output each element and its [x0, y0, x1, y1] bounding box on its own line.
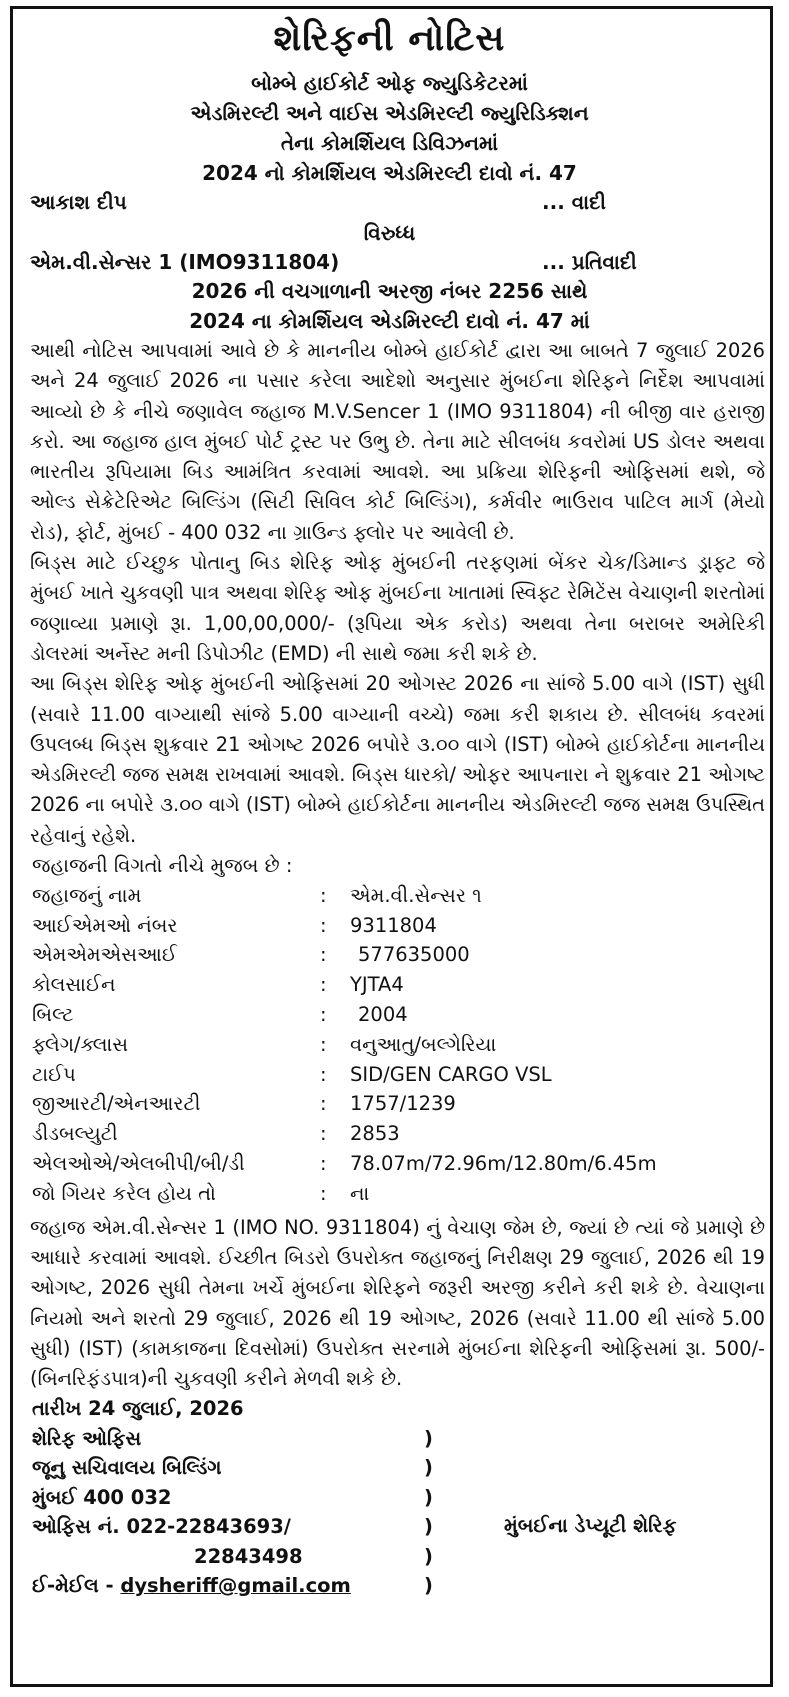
- detail-colon: :: [320, 1092, 327, 1116]
- detail-row-dimensions: [32, 1149, 757, 1179]
- detail-row-built: [32, 1000, 757, 1030]
- detail-colon: :: [320, 1122, 327, 1146]
- detail-label: ટાઈપ: [32, 1062, 76, 1086]
- plaintiff-role: ... વાદી: [542, 190, 607, 214]
- notice-paragraph-2: બિડ્સ માટે ઈચ્છુક પોતાનુ બિડ શેરિફ ઓફ મુંબઈની તરફણમાં બેંકર ચેક/ડિમાન્ડ ડ્રાફ્ટ જે મુંબઈ ખાતે ચુકવણી પાત્ર અથવા શેરિફ ઓફ મુંબઈના ખાતામાં સ્વિફ્ટ રેમિટેંસ વેચાણની શરતોમાં જણાવ્યા પ્રમાણે રૂા. 1,00,00,000/- (રૂપિયા એક કરોડ) અથવા તેના બરાબર અમેરિકી ડોલરમાં અર્નેસ્ટ મની ડિપોઝીટ (EMD) ની સાથે જમા કરી શકે છે.: [30, 551, 765, 665]
- office-line-3: [32, 1483, 757, 1513]
- detail-label: આઈએમઓ નંબર: [32, 913, 178, 937]
- office-line-2: [32, 1453, 757, 1483]
- office-building: જૂનુ સચિવાલય બિલ્ડિંગ: [32, 1456, 222, 1480]
- defendant-row: [22, 248, 757, 276]
- detail-colon: :: [320, 943, 327, 967]
- detail-colon: :: [320, 1062, 327, 1086]
- vessel-details: [32, 851, 757, 1209]
- detail-row-type: [32, 1060, 757, 1090]
- detail-row-name: [32, 881, 757, 911]
- defendant-role: ... પ્રતિવાદી: [542, 250, 637, 274]
- detail-value: 2004: [358, 1003, 408, 1027]
- detail-value: YJTA4: [350, 973, 404, 997]
- detail-row-geared: [32, 1179, 757, 1209]
- office-line-5: [32, 1542, 757, 1572]
- plaintiff-name: આકાશ દીપ: [30, 190, 127, 214]
- detail-row-flag-class: [32, 1030, 757, 1060]
- office-name: શેરિફ ઓફિસ: [32, 1426, 142, 1450]
- details-heading: જહાજની વિગતો નીચે મુજબ છે :: [32, 854, 293, 878]
- court-line-2: એડમિરલ્ટી અને વાઈસ એડમિરલ્ટી જ્યુરિડિક્શન: [190, 101, 589, 125]
- office-city: મુંબઈ 400 032: [32, 1485, 172, 1509]
- notice-paragraph-1: આથી નોટિસ આપવામાં આવે છે કે માનનીય બોમ્બે હાઈકોર્ટ દ્વારા આ બાબતે 7 જુલાઈ 2026 અને 24 જુલાઈ 2026 ના પસાર કરેલા આદેશો અનુસાર મુંબઈના શેરિફને નિર્દેશ આપવામાં આવ્યો છે કે નીચે જણાવેલ જહાજ M.V.Sencer 1 (IMO 9311804) ની બીજી વાર હરાજી કરો. આ જહાજ હાલ મુંબઈ પોર્ટ ટ્રસ્ટ પર ઉભુ છે. તેના માટે સીલબંધ કવરોમાં US ડોલર અથવા ભારતીય રૂપિયામા બિડ આમંત્રિત કરવામાં આવશે. આ પ્રક્રિયા શેરિફની ઓફિસમાં થશે, જે ઓલ્ડ સેક્રેટેરિએટ બિલ્ડિંગ (સિટી સિવિલ કોર્ટ બિલ્ડિંગ), કર્મવીર ભાઉરાવ પાટિલ માર્ગ (મેયો રોડ), ફોર્ટ, મુંબઈ - 400 032 ના ગ્રાઉન્ડ ફ્લોર પર આવેલી છે.: [30, 339, 765, 544]
- paren: ): [424, 1456, 433, 1480]
- detail-row-callsign: [32, 970, 757, 1000]
- notice-content: [22, 14, 765, 1601]
- detail-colon: :: [320, 1003, 327, 1027]
- office-line-email: [32, 1571, 757, 1601]
- detail-value: ના: [350, 1181, 370, 1205]
- detail-row-dwt: [32, 1119, 757, 1149]
- detail-label: કોલસાઈન: [32, 973, 116, 997]
- paren: ): [424, 1515, 433, 1539]
- detail-label: જહાજનું નામ: [32, 883, 142, 907]
- detail-row-mmsi: [32, 940, 757, 970]
- email-label: ઈ-મેઈલ -: [32, 1574, 121, 1598]
- detail-value: 1757/1239: [350, 1092, 456, 1116]
- detail-value: 577635000: [358, 943, 470, 967]
- footer-date: તારીખ 24 જુલાઈ, 2026: [32, 1397, 244, 1421]
- detail-value: 9311804: [350, 913, 437, 937]
- detail-row-imo: [32, 911, 757, 941]
- office-phone-alt: 22843498: [194, 1544, 303, 1568]
- detail-label: એલઓએ/એલબીપી/બી/ડી: [32, 1152, 245, 1176]
- detail-value: 78.07m/72.96m/12.80m/6.45m: [350, 1152, 657, 1176]
- defendant-name: એમ.વી.સેન્સર 1 (IMO9311804): [30, 250, 340, 274]
- office-phone: ઓફિસ નં. 022-22843693/: [32, 1515, 291, 1539]
- notice-paragraph-3: આ બિડ્સ શેરિફ ઓફ મુંબઈની ઓફિસમાં 20 ઓગસ્ટ 2026 ના સાંજે 5.00 વાગે (IST) સુધી (સવારે 11.00 વાગ્યાથી સાંજે 5.00 વાગ્યાની વચ્ચે) જમા કરી શકાય છે. સીલબંધ કવરમાં ઉપલબ્ધ બિડ્સ શુક્રવાર 21 ઓગષ્ટ 2026 બપોરે ૩.૦૦ વાગે (IST) બોમ્બે હાઈકોર્ટના માનનીય એડમિરલ્ટી જજ સમક્ષ રાખવામાં આવશે. બિડ્સ ધારકો/ ઓફર આપનારા ને શુક્રવાર 21 ઓગષ્ટ 2026 ના બપોરે ૩.૦૦ વાગે (IST) બોમ્બે હાઈકોર્ટના માનનીય એડમિરલ્ટી જજ સમક્ષ ઉપસ્થિત રહેવાનું રહેશે.: [30, 672, 765, 847]
- email-link[interactable]: dysheriff@gmail.com: [120, 1574, 351, 1598]
- office-line-1: [32, 1424, 757, 1454]
- detail-colon: :: [320, 1152, 327, 1176]
- detail-value: 2853: [350, 1122, 400, 1146]
- versus: વિરુધ્ધ: [363, 221, 416, 245]
- detail-value: SID/GEN CARGO VSL: [350, 1062, 552, 1086]
- court-line-1: બોમ્બે હાઈકોર્ટ ઓફ જ્યુડિકેટરમાં: [251, 71, 528, 95]
- application-line-1: 2026 ની વચગાળાની અરજી નંબર 2256 સાથે: [191, 279, 588, 303]
- detail-colon: :: [320, 913, 327, 937]
- closing-paragraph: જહાજ એમ.વી.સેન્સર 1 (IMO NO. 9311804) નું વેચાણ જેમ છે, જ્યાં છે ત્યાં જે પ્રમાણે છે આધારે કરવામાં આવશે. ઈચ્છીત બિડરો ઉપરોક્ત જહાજનું નિરીક્ષણ 29 જુલાઈ, 2026 થી 19 ઓગષ્ટ, 2026 સુધી તેમના ખર્ચે મુંબઈના શેરિફને જરૂરી અરજી કરીને કરી શકે છે. વેચાણના નિયમો અને શરતો 29 જુલાઈ, 2026 થી 19 ઓગષ્ટ, 2026 (સવારે 11.00 થી સાંજે 5.00 સુધી) (IST) (કામકાજના દિવસોમાં) ઉપરોક્ત સરનામે મુંબઈના શેરિફની ઓફિસમાં રૂા. 500/- (બિનરિફંડપાત્ર)ની ચુકવણી કરીને મેળવી શકે છે.: [30, 1215, 765, 1391]
- detail-value: એમ.વી.સેન્સર ૧: [350, 883, 482, 907]
- detail-label: બિલ્ટ: [32, 1003, 74, 1027]
- plaintiff-row: [22, 188, 757, 216]
- paren: ): [424, 1574, 433, 1598]
- paren: ): [424, 1485, 433, 1509]
- paren: ): [424, 1544, 433, 1568]
- detail-row-grt-nrt: [32, 1089, 757, 1119]
- application-line-2: 2024 ના કોમર્શિયલ એડમિરલ્ટી દાવો નં. 47 માં: [189, 309, 590, 333]
- notice-title: શેરિફની નોટિસ: [273, 18, 506, 59]
- detail-label: જીઆરટી/એનઆરટી: [32, 1092, 201, 1116]
- detail-label: જો ગિયર કરેલ હોય તો: [32, 1181, 216, 1205]
- detail-colon: :: [320, 1032, 327, 1056]
- detail-colon: :: [320, 1181, 327, 1205]
- detail-colon: :: [320, 883, 327, 907]
- paren: ): [424, 1426, 433, 1450]
- signatory: મુંબઈના ડેપ્યૂટી શેરિફ: [504, 1514, 677, 1538]
- detail-colon: :: [320, 973, 327, 997]
- court-line-3: તેના કોમર્શિયલ ડિવિઝનમાં: [280, 131, 499, 155]
- detail-value: વનુઆતુ/બલ્ગેરિયા: [350, 1032, 497, 1056]
- detail-label: એમએમએસઆઈ: [32, 943, 177, 967]
- notice-footer: [32, 1394, 757, 1601]
- detail-label: ડીડબલ્યુટી: [32, 1122, 118, 1146]
- suit-number: 2024 નો કોમર્શિયલ એડમિરલ્ટી દાવો નં. 47: [202, 161, 577, 185]
- detail-label: ફ્લેગ/ક્લાસ: [32, 1032, 129, 1056]
